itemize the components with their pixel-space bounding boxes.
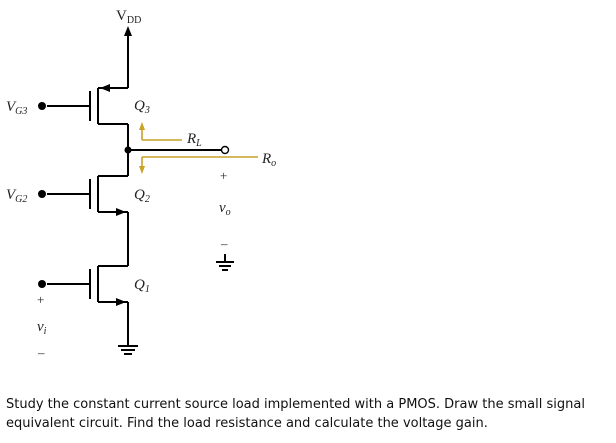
vg2-label: $V_{G2}$ — [6, 187, 28, 205]
vi-terminal — [38, 280, 46, 288]
vo-label: $v_o$ — [219, 200, 231, 218]
vi-plus: + — [37, 292, 45, 307]
q1-label: $Q_1$ — [134, 277, 150, 295]
vg3-terminal — [38, 102, 46, 110]
rl-label: $R_L$ — [187, 131, 202, 149]
vi-minus: – — [38, 345, 45, 360]
vo-plus: + — [220, 168, 228, 183]
ro-annotation — [139, 157, 258, 174]
q3-transistor — [47, 84, 128, 124]
vdd-supply — [124, 26, 132, 88]
vdd-label: $V_{DD}$ — [116, 8, 142, 26]
rl-annotation — [139, 122, 182, 140]
output-ground-icon — [216, 254, 234, 270]
q2-transistor — [47, 176, 128, 216]
vg3-label: $V_{G3}$ — [6, 99, 28, 117]
q2-label: $Q_2$ — [134, 187, 150, 205]
vi-label: $v_i$ — [37, 319, 47, 337]
question-text: Study the constant current source load implemented with a PMOS. Draw the small signal equivalent circuit. Find the load resistance and calculate the voltage gain. — [6, 397, 585, 431]
vo-minus: – — [221, 236, 228, 251]
q3-label: $Q_3$ — [134, 98, 150, 116]
vg2-terminal — [38, 190, 46, 198]
source-ground-icon — [118, 302, 138, 354]
ro-label: $R_o$ — [262, 151, 277, 169]
q1-transistor — [47, 266, 128, 306]
